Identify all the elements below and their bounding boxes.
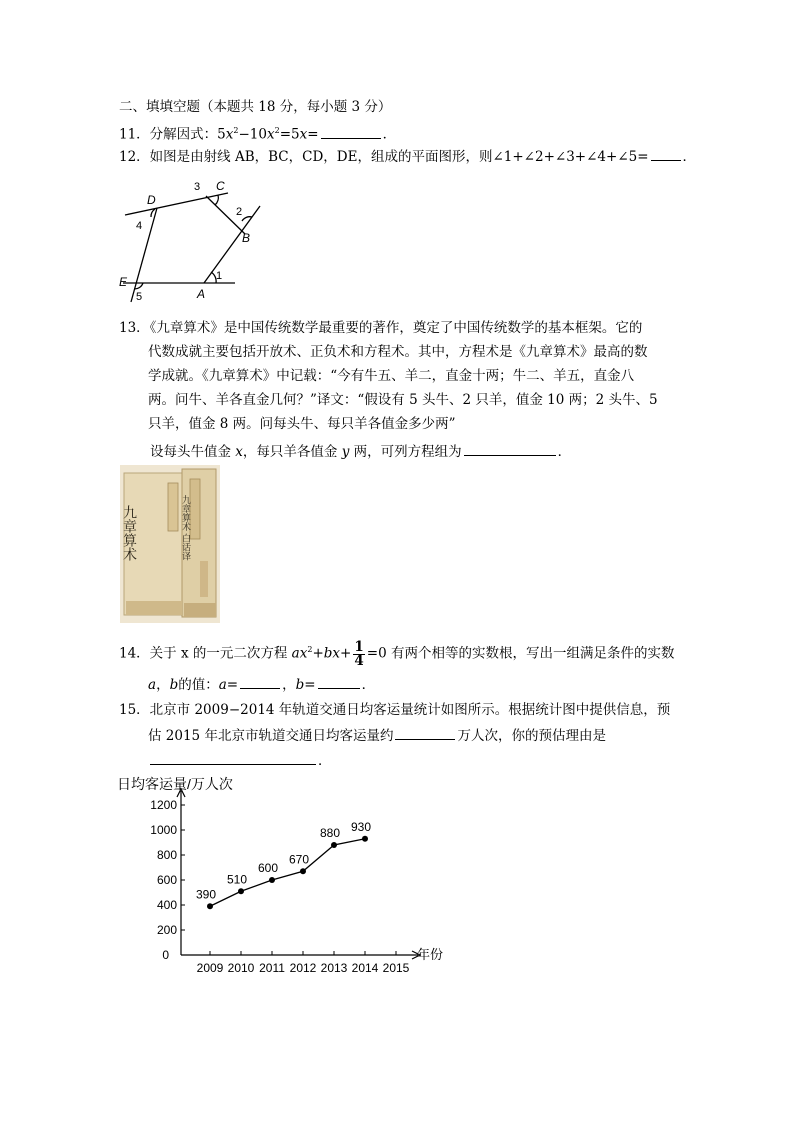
q11-end: ． xyxy=(382,126,397,143)
x-tick-label: 2009 xyxy=(196,961,224,975)
q15-text: 估 2015 年北京市轨道交通日均客运量约 xyxy=(148,728,394,744)
x-tick-label: 2012 xyxy=(289,961,317,975)
q15-line-2 xyxy=(148,725,606,746)
label-angle-4: 4 xyxy=(136,220,143,232)
q11-text: =5 xyxy=(279,126,300,143)
q11-var: x xyxy=(299,126,308,143)
chart-x-axis-title: 年份 xyxy=(417,947,444,962)
x-tick-label: 2015 xyxy=(382,961,410,975)
q14-text: 的值： xyxy=(178,677,219,693)
label-angle-3: 3 xyxy=(194,181,201,193)
y-tick-label: 800 xyxy=(156,848,177,862)
q14-end: ． xyxy=(361,677,376,693)
data-label: 670 xyxy=(288,852,310,867)
ray-dc xyxy=(125,193,228,215)
label-angle-2: 2 xyxy=(236,206,243,218)
q14-a-blank[interactable] xyxy=(240,674,280,689)
q12-end: ． xyxy=(682,149,697,165)
q15-end: ． xyxy=(318,753,332,769)
q15-estimate-blank[interactable] xyxy=(395,725,455,740)
data-point xyxy=(207,903,213,909)
q13-text: 设每头牛值金 xyxy=(150,444,236,460)
q13-var-y: y xyxy=(341,444,350,460)
q13-line-1: 13．《九章算术》是中国传统数学最重要的著作，奠定了中国传统数学的基本框架。它的 xyxy=(119,320,643,336)
y-tick-label: 400 xyxy=(156,898,177,912)
q14-var: x xyxy=(299,645,308,662)
data-label: 390 xyxy=(195,887,217,902)
q14-text: = xyxy=(304,677,316,693)
q11-text: = xyxy=(307,126,319,143)
q14-var: b xyxy=(323,645,333,662)
q12-text: 12．如图是由射线 AB，BC，CD，DE，组成的平面图形，则∠1+∠2+∠3+∠4+∠5= xyxy=(119,149,649,165)
y-tick-label: 200 xyxy=(156,923,177,937)
q14-line-2 xyxy=(148,674,375,695)
q11-prefix: 11．分解因式：5 xyxy=(119,126,226,143)
y-tick-label: 1200 xyxy=(150,798,177,812)
q12-geometry-figure xyxy=(115,172,275,310)
book-image xyxy=(120,465,220,623)
q13-line-4: 两。问牛、羊各直金几何？”译文：“假设有 5 头牛、2 只羊，值金 10 两；2 头牛、5 xyxy=(148,392,658,408)
data-label: 600 xyxy=(257,861,279,875)
q11-exp: 2 xyxy=(274,126,280,135)
q15-line-1: 15．北京市 2009−2014 年轨道交通日均客运量统计如图所示。根据统计图中提供信息，预 xyxy=(119,702,671,718)
q14-fraction xyxy=(353,638,364,669)
label-b: B xyxy=(242,231,251,245)
q11-var: x xyxy=(225,126,234,143)
label-angle-1: 1 xyxy=(216,270,223,282)
question-12 xyxy=(119,146,696,167)
data-point xyxy=(331,842,337,848)
q13-line-5: 只羊，值金 8 两。问每头牛、每只羊各值金多少两” xyxy=(148,416,456,432)
q14-text: 14．关于 x 的一元二次方程 xyxy=(119,645,292,662)
question-11 xyxy=(119,121,396,145)
q13-line-2: 代数成就主要包括开放术、正负术和方程术。其中，方程术是《九章算术》最高的数 xyxy=(148,344,648,360)
data-point xyxy=(238,888,244,894)
q14-var: b xyxy=(295,677,305,693)
q12-answer-blank[interactable] xyxy=(651,146,681,161)
q14-exp: 2 xyxy=(307,645,313,654)
q14-var: a xyxy=(291,645,300,662)
ridership-line-chart xyxy=(115,773,455,983)
label-c: C xyxy=(216,179,225,193)
q11-exp: 2 xyxy=(233,126,239,135)
x-tick-label: 2014 xyxy=(351,961,379,975)
x-tick-label: 2013 xyxy=(320,961,348,975)
x-tick-label: 2010 xyxy=(227,961,255,975)
x-tick-label: 2011 xyxy=(259,961,285,975)
q11-text: −10 xyxy=(238,126,267,143)
label-a: A xyxy=(197,287,206,301)
data-point xyxy=(269,877,275,883)
q15-text: 万人次，你的预估理由是 xyxy=(457,728,606,744)
ray-ed xyxy=(131,208,157,302)
q13-text: 两，可列方程组为 xyxy=(349,444,462,460)
data-label: 510 xyxy=(226,872,248,887)
book-title-left: 九章算术 xyxy=(122,505,138,561)
q14-var: b xyxy=(169,677,179,693)
q15-reason-blank[interactable] xyxy=(150,750,316,765)
q14-var: x xyxy=(332,645,341,662)
q13-end: ． xyxy=(557,444,572,460)
fraction-denominator: 4 xyxy=(354,652,364,669)
angle-3-arc xyxy=(215,195,218,205)
q14-text: ， xyxy=(282,677,296,693)
q14-line-1 xyxy=(119,636,674,668)
q14-b-blank[interactable] xyxy=(318,674,360,689)
q14-text: = xyxy=(226,677,239,693)
q15-line-3 xyxy=(148,750,332,771)
data-label: 930 xyxy=(350,819,372,834)
section-title: 二、填填空题（本题共 18 分，每小题 3 分） xyxy=(119,99,392,115)
q13-var-x: x xyxy=(235,444,243,460)
q11-answer-blank[interactable] xyxy=(321,124,381,139)
y-tick-label: 0 xyxy=(162,948,169,962)
q14-op: + xyxy=(340,645,352,662)
chart-y-axis-title: 日均客运量/万人次 xyxy=(117,776,233,792)
q13-line-6 xyxy=(150,441,571,462)
q13-text: ，每只羊各值金 xyxy=(242,444,342,460)
y-tick-label: 1000 xyxy=(150,823,177,837)
data-label: 880 xyxy=(319,826,341,840)
q14-text: =0 有两个相等的实数根，写出一组满足条件的实数 xyxy=(366,645,675,662)
book-title-right: 九章算术 白话译 xyxy=(181,495,191,561)
label-e: E xyxy=(119,275,128,289)
q13-answer-blank[interactable] xyxy=(464,441,556,456)
q11-var: x xyxy=(267,126,275,143)
data-point xyxy=(300,868,306,874)
q14-var: a xyxy=(218,677,227,693)
label-d: D xyxy=(147,193,156,207)
q14-text: ， xyxy=(156,677,170,693)
data-point xyxy=(362,836,368,842)
q14-var: a xyxy=(148,677,157,693)
q13-line-3: 学成就。《九章算术》中记载：“今有牛五、羊二，直金十两；牛二、羊五，直金八 xyxy=(148,368,635,384)
q14-op: + xyxy=(312,645,324,662)
label-angle-5: 5 xyxy=(136,291,143,303)
fraction-numerator: 1 xyxy=(354,638,364,655)
y-tick-label: 600 xyxy=(156,873,177,887)
